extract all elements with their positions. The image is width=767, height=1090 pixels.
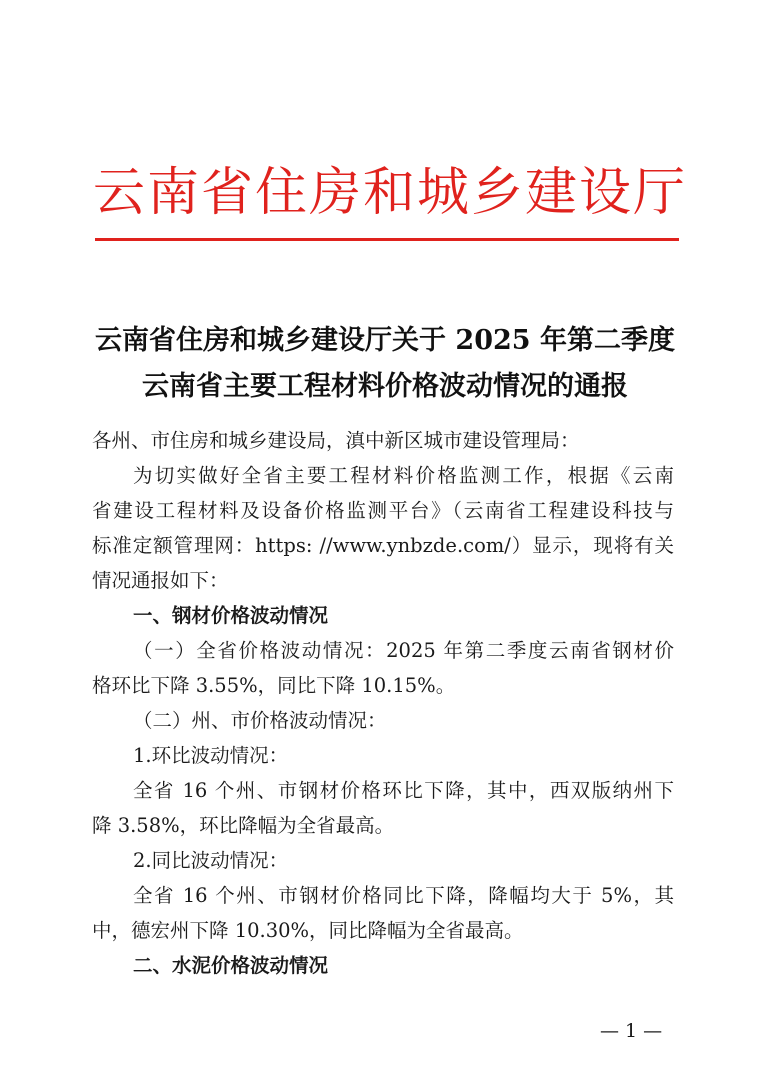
section-1-sub-1-line-1: （一）全省价格波动情况：2025 年第二季度云南省钢材价 — [133, 639, 674, 662]
item-2-text-line-1: 全省 16 个州、市钢材价格同比下降，降幅均大于 5%，其 — [133, 884, 674, 907]
item-2-text-line-2: 中，德宏州下降 10.30%，同比降幅为全省最高。 — [92, 919, 524, 942]
item-1-text-line-1: 全省 16 个州、市钢材价格环比下降，其中，西双版纳州下 — [133, 779, 674, 802]
addressee-line: 各州、市住房和城乡建设局，滇中新区城市建设管理局： — [92, 429, 580, 452]
intro-line-1: 为切实做好全省主要工程材料价格监测工作，根据《云南 — [133, 464, 674, 487]
section-2-heading: 二、水泥价格波动情况 — [133, 954, 329, 977]
document-title-line-2: 云南省主要工程材料价格波动情况的通报 — [142, 371, 628, 402]
letterhead-red-rule — [95, 238, 679, 241]
section-1-sub-1-line-2: 格环比下降 3.55%，同比下降 10.15%。 — [92, 674, 456, 697]
agency-letterhead: 云南省住房和城乡建设厅 — [92, 163, 687, 223]
intro-line-2: 省建设工程材料及设备价格监测平台》（云南省工程建设科技与 — [92, 499, 674, 522]
item-1-text-line-2: 降 3.58%，环比降幅为全省最高。 — [92, 814, 395, 837]
section-1-heading: 一、钢材价格波动情况 — [133, 604, 329, 627]
page-number: — 1 — — [600, 1020, 663, 1042]
section-1-sub-2: （二）州、市价格波动情况： — [133, 709, 387, 732]
intro-line-4: 情况通报如下： — [92, 569, 229, 592]
intro-line-3: 标准定额管理网：https: //www.ynbzde.com/）显示，现将有关 — [92, 534, 674, 557]
item-2-label: 2.同比波动情况： — [133, 849, 289, 872]
document-title-line-1: 云南省住房和城乡建设厅关于 2025 年第二季度 — [95, 325, 675, 356]
item-1-label: 1.环比波动情况： — [133, 744, 289, 767]
